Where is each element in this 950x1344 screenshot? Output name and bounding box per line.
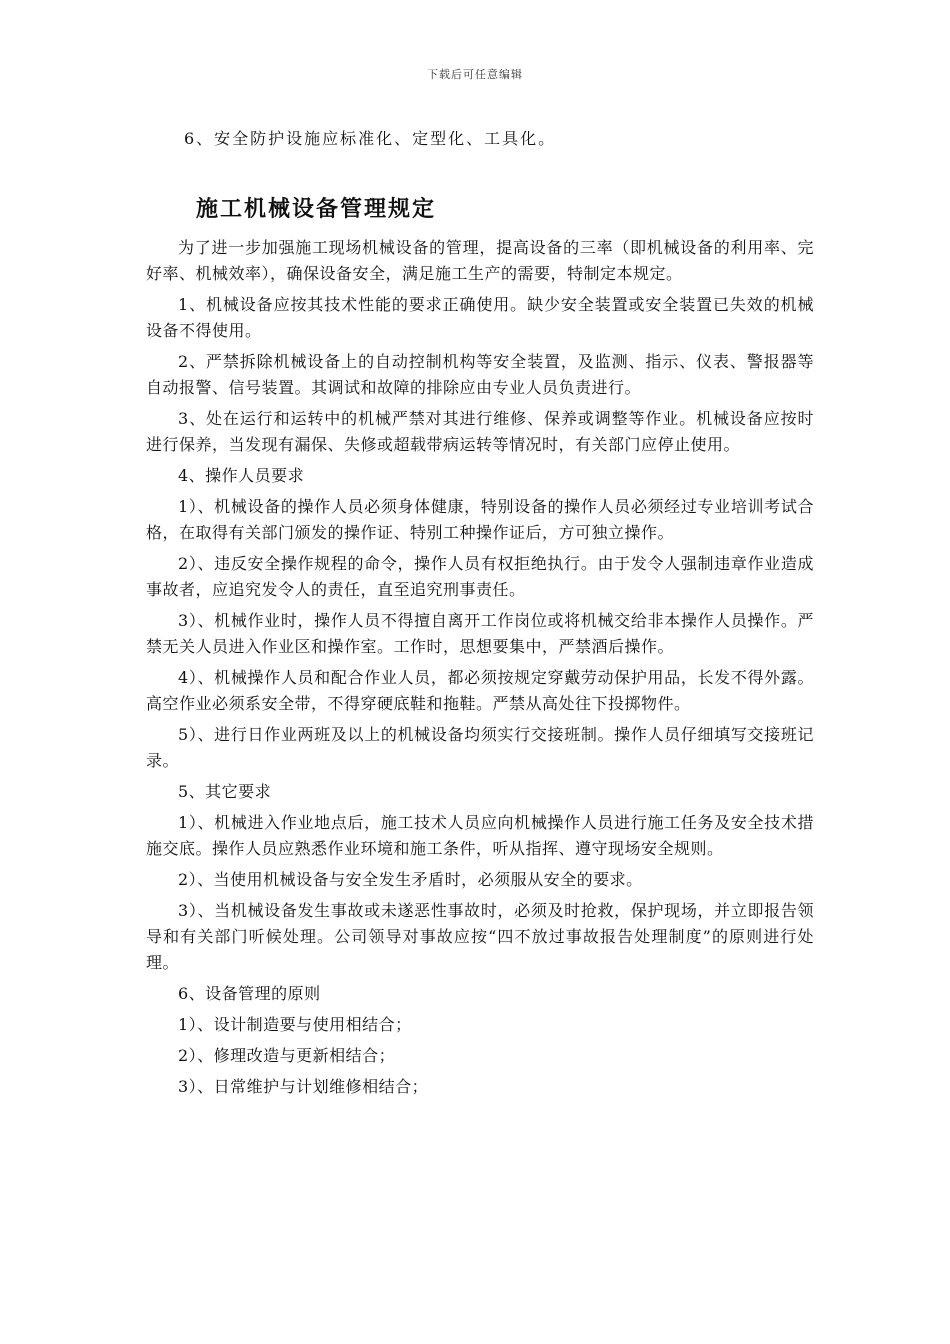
paragraph-sub-4-2: 2）、违反安全操作规程的命令，操作人员有权拒绝执行。由于发令人强制违章作业造成事故者，应追究发令人的责任，直至追究刑事责任。 xyxy=(146,554,814,599)
paragraph-item-1: 1、机械设备应按其技术性能的要求正确使用。缺少安全装置或安全装置已失效的机械设备不得使用。 xyxy=(146,295,814,340)
paragraph-heading-5: 5、其它要求 xyxy=(178,782,272,801)
paragraph-sub-4-5: 5）、进行日作业两班及以上的机械设备均须实行交接班制。操作人员仔细填写交接班记录。 xyxy=(146,725,814,770)
paragraph-item-3: 3、处在运行和运转中的机械严禁对其进行维修、保养或调整等作业。机械设备应按时进行保养，当发现有漏保、失修或超载带病运转等情况时，有关部门应停止使用。 xyxy=(146,409,814,454)
body-text xyxy=(146,235,814,1105)
paragraph-sub-6-2: 2）、修理改造与更新相结合； xyxy=(178,1046,396,1065)
paragraph-sub-4-1: 1）、机械设备的操作人员必须身体健康，特别设备的操作人员必须经过专业培训考试合格，在取得有关部门颁发的操作证、特别工种操作证后，方可独立操作。 xyxy=(146,497,814,542)
paragraph-heading-4: 4、操作人员要求 xyxy=(178,466,305,485)
paragraph-item-2: 2、严禁拆除机械设备上的自动控制机构等安全装置，及监测、指示、仪表、警报器等自动报警、信号装置。其调试和故障的排除应由专业人员负责进行。 xyxy=(146,352,814,397)
intro-list-item: 6、安全防护设施应标准化、定型化、工具化。 xyxy=(184,129,557,148)
page-header-note: 下载后可任意编辑 xyxy=(427,68,523,81)
paragraph-sub-4-3: 3）、机械作业时，操作人员不得擅自离开工作岗位或将机械交给非本操作人员操作。严禁无关人员进入作业区和操作室。工作时，思想要集中，严禁酒后操作。 xyxy=(146,611,814,656)
paragraph-sub-5-1: 1）、机械进入作业地点后，施工技术人员应向机械操作人员进行施工任务及安全技术措施交底。操作人员应熟悉作业环境和施工条件，听从指挥、遵守现场安全规则。 xyxy=(146,813,814,858)
paragraph-heading-6: 6、设备管理的原则 xyxy=(178,984,321,1003)
paragraph-sub-5-3: 3）、当机械设备发生事故或未遂恶性事故时，必须及时抢救，保护现场，并立即报告领导和有关部门听候处理。公司领导对事故应按“四不放过事故报告处理制度”的原则进行处理。 xyxy=(146,901,814,972)
paragraph-sub-4-4: 4）、机械操作人员和配合作业人员，都必须按规定穿戴劳动保护用品，长发不得外露。高空作业必须系安全带，不得穿硬底鞋和拖鞋。严禁从高处往下投掷物件。 xyxy=(146,668,814,713)
paragraph-sub-6-1: 1）、设计制造要与使用相结合； xyxy=(178,1015,412,1034)
section-title: 施工机械设备管理规定 xyxy=(196,196,437,222)
paragraph-sub-6-3: 3）、日常维护与计划维修相结合； xyxy=(178,1077,429,1096)
paragraph-intro: 为了进一步加强施工现场机械设备的管理，提高设备的三率（即机械设备的利用率、完好率、机械效率），确保设备安全，满足施工生产的需要，特制定本规定。 xyxy=(146,238,814,283)
paragraph-sub-5-2: 2）、当使用机械设备与安全发生矛盾时，必须服从安全的要求。 xyxy=(178,870,643,889)
